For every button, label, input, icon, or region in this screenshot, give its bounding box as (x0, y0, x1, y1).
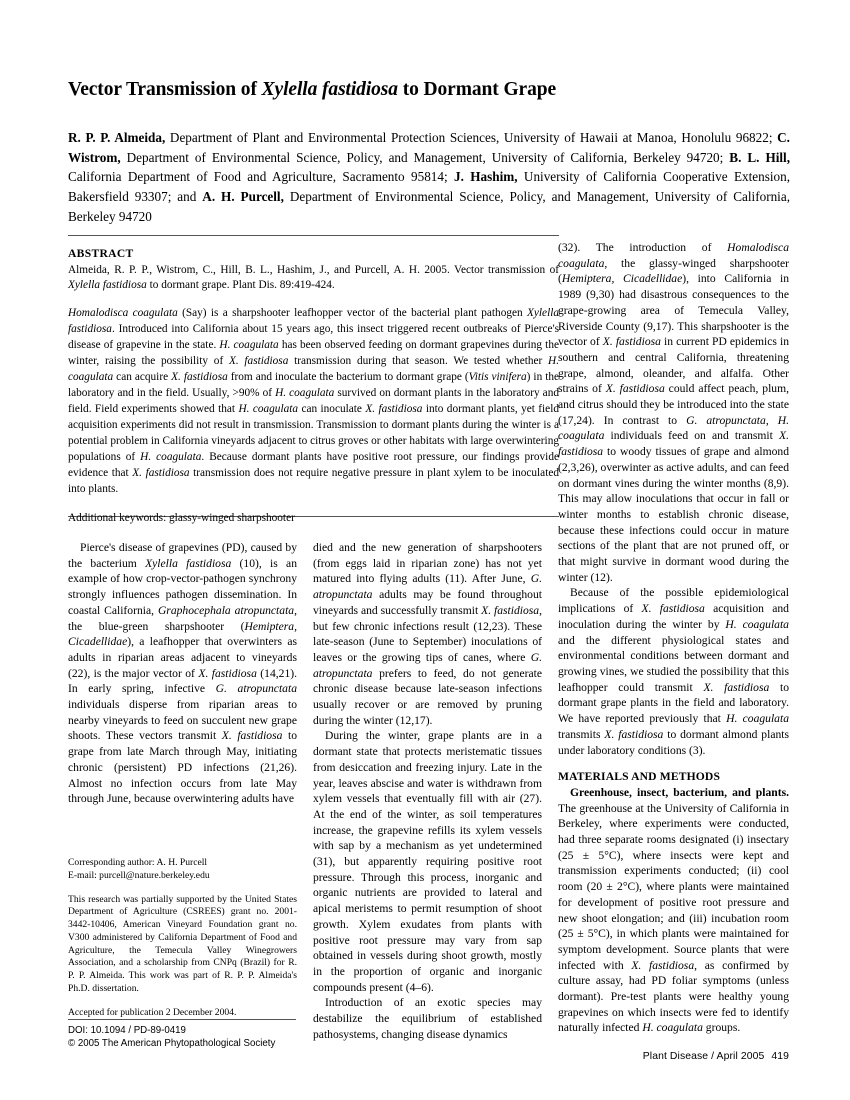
abstract-i10: X. fastidiosa (365, 403, 423, 416)
abstract-t9: can inoculate (298, 403, 366, 416)
subsection-runin-heading: Greenhouse, insect, bacterium, and plants. (570, 785, 789, 799)
rt14: to dormant almond plants under laboratory conditions (3). (558, 727, 789, 757)
paragraph (558, 785, 789, 1036)
li3: Hemiptera, Cicadellidae (68, 619, 297, 649)
abstract-heading: ABSTRACT (68, 247, 134, 260)
abstract-i12: X. fastidiosa (132, 467, 190, 480)
rt2: , the glassy-winged sharpshooter ( (558, 256, 789, 286)
lt2: (10), is an example of how crop-vector-pathogen synchrony strongly influences pathogen dissemination. In coastal California, (68, 556, 297, 617)
ri4: X. fastidiosa (605, 382, 665, 396)
li6: X. fastidiosa (221, 729, 283, 743)
accepted-note: Accepted for publication 2 December 2004. (68, 1006, 237, 1018)
ri13: X. fastidiosa (631, 958, 695, 972)
rt17: groups. (702, 1021, 741, 1035)
abstract-i7: Vitis vinifera (468, 371, 527, 384)
mi1: G. atropunctata (313, 572, 542, 602)
ri14: H. coagulata (642, 1021, 703, 1035)
author-affiliation-2: Department of Environmental Science, Policy, and Management, University of California, Berkeley 94720; (120, 149, 730, 165)
footer-journal: Plant Disease / April 2005 (642, 1051, 765, 1062)
mt3: , but few chronic infections result (12,23). These late-season (June to September) inoculations of leaves or the growing tips of canes, where (313, 603, 542, 664)
body-column-left (68, 540, 297, 807)
abstract-t4: transmission during that season. We tested whether (288, 355, 549, 368)
abstract-body (68, 305, 559, 497)
body-column-middle (313, 540, 542, 1043)
title-pre: Vector Transmission of (68, 79, 262, 100)
rt1: (32). The introduction of (558, 241, 728, 254)
title-post: to Dormant Grape (397, 79, 557, 100)
page-footer (558, 1051, 789, 1062)
abstract-i1: Homalodisca coagulata (68, 306, 178, 319)
li4: X. fastidiosa (198, 666, 257, 680)
rt15: The greenhouse at the University of California in Berkeley, where experiments were conducted, had three separate rooms designated (i) insectary (25 ± 5°C), where insects were kept and transmission experiments conducted; (ii) cool room (20 ± 2°C), where plants were maintained for development of positive root pressure and new shoot elongation; and (iii) incubation room (25 ± 5°C), in which plants were maintained for symptom development. Source plants that were infected with (558, 801, 789, 972)
author-affiliation-1: Department of Plant and Environmental Protection Sciences, University of Hawaii at Manoa, Honolulu 96822; (165, 130, 778, 145)
paragraph: Introduction of an exotic species may destabilize the equilibrium of established pathosystems, changing disease dynamics (313, 996, 542, 1041)
mt2: adults may be found throughout vineyards and successfully transmit (313, 588, 542, 617)
abstract-t12: transmission does not require negative pressure in plant xylem to be inoculated into plants. (68, 467, 559, 496)
rt4: in current PD epidemics in southern and central California, threatening grape, almond, oleander, and alfalfa. Other strains of (558, 335, 789, 396)
abstract-t10: into dormant plants, yet field acquisition experiments did not result in transmission. Transmission to dormant plants during the winter is a potential problem in California vineyards adjacent to citrus groves or other habitats with large overwintering populations of (68, 403, 559, 464)
abstract-i2: Xylella fastidiosa (68, 306, 559, 335)
footnote-block (68, 857, 297, 1019)
author-affiliation-block (68, 128, 790, 226)
corresponding-author: Corresponding author: A. H. Purcell (68, 857, 208, 868)
title-species-italic: Xylella fastidiosa (261, 79, 398, 100)
copyright-line: © 2005 The American Phytopathological Society (68, 1037, 276, 1049)
lt3: , the blue-green sharpshooter ( (68, 603, 298, 633)
li1: Xylella fastidiosa (145, 556, 232, 570)
abstract-t6: from and inoculate the bacterium to dormant grape ( (227, 371, 469, 384)
ri10: X. fastidiosa (703, 680, 770, 694)
ri9: H. coagulata (725, 617, 789, 631)
abstract-i11: H. coagulata (140, 451, 202, 464)
ri3: X. fastidiosa (602, 335, 661, 349)
author-affiliation-5: Department of Environmental Science, Policy, and Management, University of California, Berkeley 94720 (68, 189, 790, 224)
author-affiliation-4: University of California Cooperative Extension, Bakersfield 93307; and (68, 169, 791, 205)
paragraph: During the winter, grape plants are in a dormant state that protects meristematic tissues from desiccation and freezing injury. Late in the year, leaves abscise and water is withdrawn from xylem vessels that eventually fill with air (27). At the end of the winter, as soil temperatures increase, the grapevine refills its xylem vessels with sap by a mechanism as yet undetermined (31), but apparently requiring positive root pressure. Through this process, inorganic and organic nutrients are provided to lateral and apical meristems to permit resumption of shoot growth. Xylem exudates from plants with positive root pressure may vary from sap obtained in vessels during shoot growth, mostly in the proportion of organic and inorganic compounds present (4–6). (313, 729, 542, 994)
mt1: died and the new generation of sharpshooters (from eggs laid in riparian zone) has not yet matured into flying adults (11). After June, (313, 541, 542, 586)
rt7: individuals feed on and transmit (604, 429, 780, 443)
rt5: could affect peach, plum, and citrus should they be introduced into the state (17,24). In contrast to (558, 382, 790, 427)
abstract-t2: . Introduced into California about 15 years ago, this insect triggered recent outbreaks of Pierce's disease of grapevine in the state. (68, 322, 559, 352)
abstract-citation-part2: to dormant grape. Plant Dis. 89:419-424. (146, 278, 335, 291)
rt6: , (765, 413, 778, 427)
ri8: X. fastidiosa (641, 602, 705, 616)
rt8: to woody tissues of grape and almond (2,3,26), overwinter as active adults, and can feed on dormant vines during the winter months (8,9). This may allow inoculations that occur in fall or winter months to establish chronic disease, because these infections could occur in mature sections of the plant that are not pruned off, or that might survive in dormant wood during the winter (12). (558, 445, 789, 584)
funding-note: This research was partially supported by the United States Department of Agriculture (CSREES) grant no. 2001-3442-10406, American Vineyard Foundation grant no. V300 administered by California Department of Food and Agriculture, the Temecula Valley Winegrowers Association, and a scholarship from CNPq (Brazil) for R. P. P. Almeida. This work was part of R. P. P. Almeida's Ph.D. dissertation. (68, 893, 297, 994)
ri11: H. coagulata (726, 712, 789, 726)
rt12: to dormant grape plants in the field and laboratory. We have reported previously that (558, 680, 789, 726)
li5: G. atropunctata (215, 682, 297, 696)
author-affiliation-3: California Department of Food and Agriculture, Sacramento 95814; (68, 169, 455, 185)
author-name-1: R. P. P. Almeida, (68, 130, 166, 145)
lt5: (14,21). In early spring, infective (68, 666, 298, 696)
ri5: G. atropunctata (686, 413, 766, 427)
paragraph (68, 540, 297, 807)
author-name-2: C. Wistrom, (68, 130, 790, 165)
lt4: ), a leafhopper that overwinters as adults in riparian areas adjacent to vineyards (22), is the major vector of (68, 635, 297, 680)
doi-block (68, 1025, 328, 1051)
rt9: Because of the possible epidemiological implications of (558, 586, 789, 616)
corresponding-email: E-mail: purcell@nature.berkeley.edu (68, 869, 210, 881)
body-column-right (558, 240, 789, 1036)
lt6: individuals disperse from riparian areas to nearby vineyards to feed on succulent new grape shoots. These vectors transmit (68, 698, 297, 743)
abstract-i9: H. coagulata (238, 403, 299, 416)
page-title (68, 78, 788, 102)
paragraph (558, 585, 789, 758)
abstract-i4: X. fastidiosa (228, 355, 289, 368)
ri7: X. fastidiosa (558, 429, 789, 459)
ri1: Homalodisca coagulata (558, 241, 789, 270)
section-heading-materials-and-methods: MATERIALS AND METHODS (558, 770, 721, 784)
rt16: , as confirmed by culture assay, had PD foliar symptoms (unless dormant). Pre-test plants were healthy young grapevines on which insects were fed to identify naturally infected (558, 958, 789, 1035)
ri12: X. fastidiosa (604, 727, 664, 741)
abstract-i6: X. fastidiosa (171, 371, 228, 384)
doi-line: DOI: 10.1094 / PD-89-0419 (68, 1025, 186, 1036)
abstract-t11: . Because dormant plants have positive root pressure, our findings provide evidence that (68, 451, 559, 480)
abstract-section (68, 246, 559, 527)
mt4: prefers to feed, do not generate chronic disease because late-season infections usually recover or are removed by pruning during the winter (12,17). (313, 666, 542, 727)
abstract-t8: survived on dormant plants in the laboratory and field. Field experiments showed that (68, 387, 559, 416)
mi2: X. fastidiosa (481, 603, 540, 617)
abstract-i8: H. coagulata (275, 387, 335, 400)
abstract-citation (68, 263, 559, 293)
author-name-3: B. L. Hill, (729, 149, 790, 165)
abstract-t3: has been observed feeding on dormant grapevines during the winter, raising the possibility of (68, 339, 559, 368)
abstract-t5: can acquire (113, 371, 172, 384)
abstract-top-rule (68, 235, 559, 236)
abstract-i3: H. coagulata (219, 339, 279, 352)
li2: Graphocephala atropunctata (157, 603, 295, 617)
abstract-citation-italic: Xylella fastidiosa (68, 278, 147, 291)
rt11: and the different physiological states and environmental conditions between dormant and growing vines, we studied the possibility that this leafhopper could transmit (558, 633, 789, 694)
lt1: Pierce's disease of grapevines (PD), caused by the bacterium (68, 541, 297, 570)
abstract-i5: H. coagulata (68, 355, 560, 384)
abstract-keywords: Additional keywords: glassy-winged sharpshooter (68, 512, 295, 525)
ri2: Hemiptera, Cicadellidae (561, 272, 683, 286)
abstract-citation-part1: Almeida, R. P. P., Wistrom, C., Hill, B. L., Hashim, J., and Purcell, A. H. 2005. Vector transmission of (68, 263, 559, 276)
paragraph (558, 240, 789, 585)
mi3: G. atropunctata (313, 650, 542, 680)
title-block (68, 78, 788, 102)
abstract-t1: (Say) is a sharpshooter leafhopper vector of the bacterial plant pathogen (177, 306, 527, 319)
rt3: ), into California in 1989 (9,30) had disastrous consequences to the grape-growing area of Temecula Valley, Riverside County (9,17). This sharpshooter is the vector of (558, 272, 790, 349)
abstract-t7: ) in the laboratory and in the field. Usually, >90% of (68, 371, 560, 400)
footer-page-number: 419 (771, 1051, 789, 1062)
paragraph (313, 540, 542, 728)
ri6: H. coagulata (558, 413, 790, 443)
author-name-5: A. H. Purcell, (202, 189, 284, 205)
rt13: transmits (558, 727, 605, 741)
rt10: acquisition and inoculation during the winter by (558, 602, 789, 631)
author-name-4: J. Hashim, (454, 169, 518, 185)
lt7: to grape from late March through May, initiating chronic (persistent) PD infections (21,26). Almost no infection occurs from late May through June, because overwintering adults have (68, 729, 298, 806)
